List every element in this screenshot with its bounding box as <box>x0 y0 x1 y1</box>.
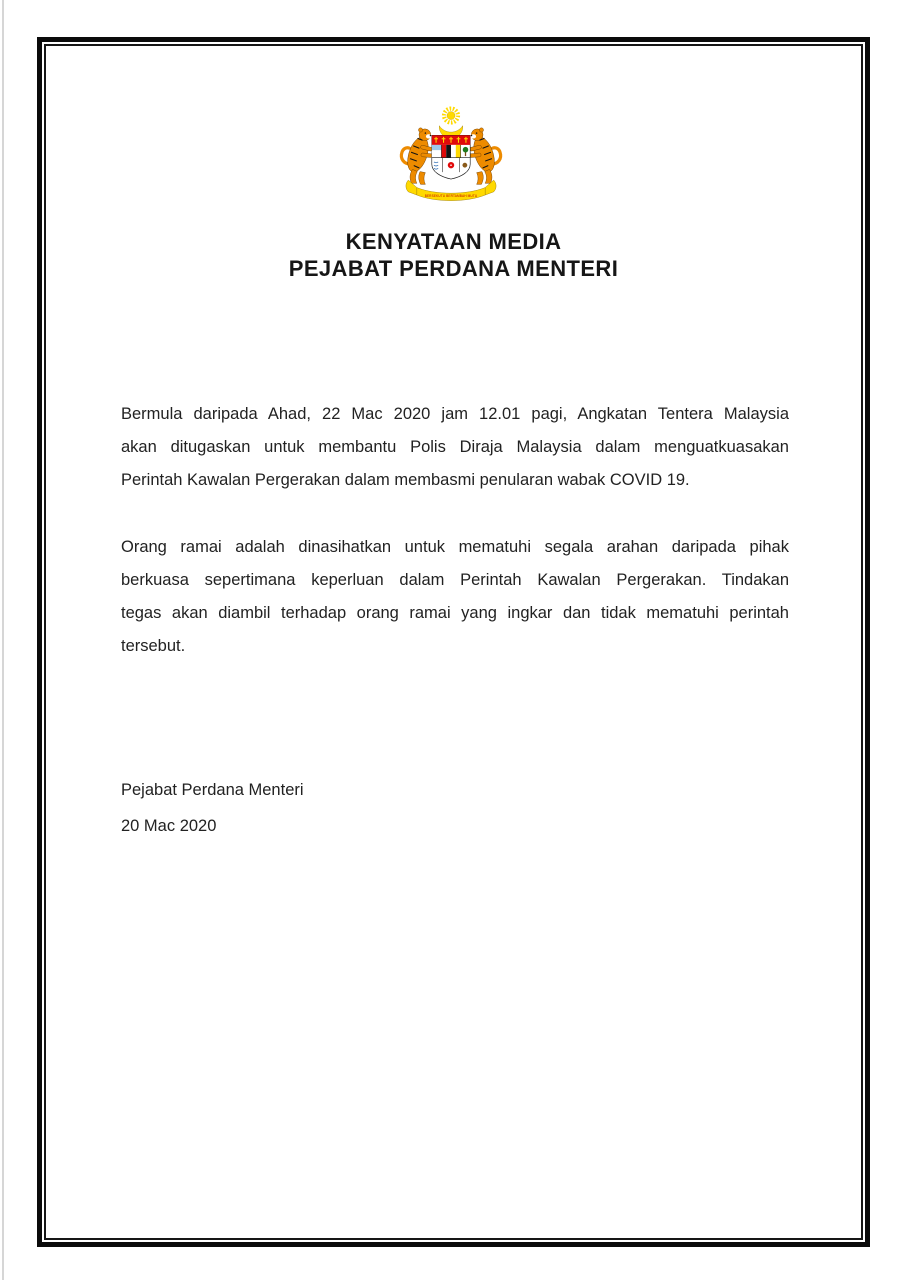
para2-line-3: tegas akan diambil terhadap orang ramai yang ingkar dan tidak mematuhi perintah <box>121 604 789 622</box>
malaysia-coat-of-arms-icon <box>387 101 515 208</box>
title-line-1: KENYATAAN MEDIA <box>345 229 562 254</box>
tiger-right-icon <box>469 128 500 185</box>
federal-star-icon <box>444 109 458 123</box>
para2-line-2: berkuasa sepertimana keperluan dalam Perintah Kawalan Pergerakan. Tindakan <box>121 571 789 589</box>
motto-text: BERSEKUTU BERTAMBAH MUTU <box>424 194 478 199</box>
signature-office: Pejabat Perdana Menteri <box>121 781 304 799</box>
shield <box>432 135 470 179</box>
press-release-title <box>37 228 870 282</box>
scan-edge-artifact <box>2 0 4 1280</box>
motto-ribbon <box>406 180 496 201</box>
paragraph-2 <box>121 531 789 663</box>
para2-line-1: Orang ramai adalah dinasihatkan untuk mematuhi segala arahan daripada pihak <box>121 538 789 556</box>
para1-line-1: Bermula daripada Ahad, 22 Mac 2020 jam 12.01 pagi, Angkatan Tentera Malaysia <box>121 405 789 423</box>
para1-line-2: akan ditugaskan untuk membantu Polis Diraja Malaysia dalam menguatkuasakan <box>121 438 789 456</box>
para2-line-4: tersebut. <box>121 637 186 655</box>
title-line-2: PEJABAT PERDANA MENTERI <box>288 256 619 281</box>
paragraph-1 <box>121 398 789 497</box>
signature-block <box>121 772 304 844</box>
signature-date: 20 Mac 2020 <box>121 817 217 835</box>
hibiscus-icon <box>448 162 454 168</box>
tiger-left-icon <box>401 128 432 185</box>
para1-line-3: Perintah Kawalan Pergerakan dalam membasmi penularan wabak COVID 19. <box>121 471 690 489</box>
